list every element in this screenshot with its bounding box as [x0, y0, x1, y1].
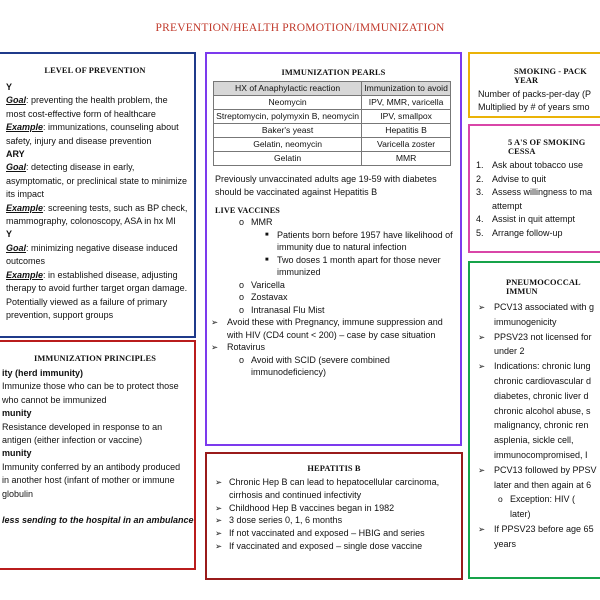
list-item: ➢ If not vaccinated and exposed – HBIG and series: [215, 528, 425, 539]
level-line: therapy to avoid further target organ damage.: [6, 283, 188, 294]
list-item: 5. Arrange follow-up: [476, 227, 563, 238]
table-cell: Hepatitis B: [362, 124, 451, 138]
table-cell: IPV, smallpox: [362, 110, 451, 124]
smoking-pack-year-box: [468, 52, 600, 118]
table-row: [214, 96, 451, 110]
arrow-bullet-icon: ➢: [215, 502, 223, 513]
arrow-bullet-icon: ➢: [478, 361, 486, 372]
principles-line: in another host (infant of mother or immune: [2, 475, 175, 486]
list-item: chronic cardiovascular d: [494, 375, 592, 386]
table-row: [214, 152, 451, 166]
table-cell: IPV, MMR, varicella: [362, 96, 451, 110]
table-cell: Streptomycin, polymyxin B, neomycin: [214, 110, 362, 124]
table-cell: Varicella zoster: [362, 138, 451, 152]
list-item: ■ Patients born before 1957 have likelihood of immunity due to natural infection: [265, 229, 453, 252]
arrow-bullet-icon: ➢: [215, 515, 223, 526]
list-item: ➢ PPSV23 not licensed for: [470, 330, 600, 345]
list-item: ➢ If vaccinated and exposed – single dose vaccine: [215, 540, 423, 551]
principles-line: munity: [2, 448, 32, 459]
list-item: o Varicella: [239, 279, 285, 290]
level-line: safety, injury and disease prevention: [6, 135, 152, 146]
five-as-box: [468, 124, 600, 253]
list-item: o Avoid with SCID (severe combined immunodeficiency): [239, 354, 390, 377]
table-header: Immunization to avoid: [362, 82, 451, 96]
principles-line: Immunity conferred by an antibody produced: [2, 461, 181, 472]
five-as-heading: 5 A'S OF SMOKING CESSA: [508, 138, 586, 156]
list-item: 1. Ask about tobacco use: [476, 160, 584, 170]
principles-line: Resistance developed in response to an: [2, 421, 163, 432]
principles-line: who cannot be immunized: [2, 394, 107, 405]
list-item: ➢ Chronic Hep B can lead to hepatocellular carcinoma, cirrhosis and continued infectivity: [215, 477, 440, 500]
level-line: Potentially viewed as a failure of primary: [6, 296, 168, 307]
immunization-pearls-box: [205, 52, 462, 446]
list-item: ➢ PCV13 followed by PPSV: [470, 463, 600, 478]
list-item: immunocompromised, I: [494, 449, 588, 460]
table-cell: Gelatin: [214, 152, 362, 166]
level-line: Goal: preventing the health problem, the: [6, 95, 168, 106]
level-of-prevention-box: [0, 52, 196, 338]
principles-heading: IMMUNIZATION PRINCIPLES: [34, 354, 156, 363]
list-item: 2. Advise to quit: [476, 173, 547, 184]
level-line: mammography, colonoscopy, ASA in hx MI: [6, 216, 176, 227]
hepatitis-b-box: [205, 452, 463, 580]
principles-lines: [0, 367, 194, 528]
hepb-heading: HEPATITIS B: [307, 464, 361, 473]
list-item: o Intranasal Flu Mist: [239, 304, 325, 315]
list-item: ➢ Avoid these with Pregnancy, immune suppression and with HIV (CD4 count < 200) – case by case situation: [211, 317, 443, 340]
list-item: ➢ Indications: chronic lung: [470, 359, 600, 374]
principles-line: [2, 501, 194, 514]
principles-line: munity: [2, 408, 32, 419]
level-line: Example: immunizations, counseling about: [6, 122, 179, 133]
smoking-line: Multiplied by # of years smo: [478, 102, 590, 113]
table-cell: Gelatin, neomycin: [214, 138, 362, 152]
level-line: outcomes: [6, 256, 46, 267]
live-vaccines-heading: LIVE VACCINES: [215, 206, 280, 215]
principles-line: Immunize those who can be to protect those: [2, 381, 179, 392]
list-item: ■ Two doses 1 month apart for those never immunized: [265, 254, 441, 277]
page-title: PREVENTION/HEALTH PROMOTION/IMMUNIZATION: [155, 22, 445, 34]
hepb-diabetes-note: Previously unvaccinated adults age 19-59 with diabetes should be vaccinated against Hepatitis B: [215, 174, 437, 197]
list-item: years: [494, 538, 517, 549]
arrow-bullet-icon: ➢: [478, 331, 486, 342]
pearls-heading: IMMUNIZATION PEARLS: [281, 68, 386, 77]
level-lines: [0, 81, 194, 322]
list-item: ➢ Rotavirus: [211, 342, 266, 352]
list-item: o MMR: [239, 217, 273, 227]
table-row: [214, 138, 451, 152]
pneumo-heading: PNEUMOCOCCAL IMMUN: [506, 278, 581, 296]
level-line: Goal: minimizing negative disease induced: [6, 242, 178, 253]
immunization-principles-box: [0, 340, 196, 570]
principles-line: globulin: [2, 488, 34, 499]
list-item: 4. Assist in quit attempt: [476, 214, 576, 225]
smoking-line: Number of packs-per-day (P: [478, 89, 592, 99]
table-cell: Baker's yeast: [214, 124, 362, 138]
table-header: HX of Anaphylactic reaction: [214, 82, 362, 96]
level-line: Y: [6, 229, 13, 240]
list-item: later and then again at 6: [494, 479, 592, 490]
level-heading: LEVEL OF PREVENTION: [44, 66, 146, 75]
circle-bullet-icon: o: [498, 494, 503, 505]
arrow-bullet-icon: ➢: [215, 540, 223, 551]
list-item: ➢ Childhood Hep B vaccines began in 1982: [215, 502, 395, 513]
table-row: [214, 110, 451, 124]
smoking-heading: SMOKING - PACK YEAR: [514, 67, 587, 85]
principles-line: antigen (either infection or vaccine): [2, 435, 143, 446]
list-item: asplenia, sickle cell,: [494, 435, 574, 446]
principles-line: less sending to the hospital in an ambulance: [2, 515, 194, 526]
level-line: prevention, support groups: [6, 309, 114, 320]
list-item: under 2: [494, 346, 525, 357]
list-item: 3. Assess willingness to ma: [476, 187, 593, 198]
level-line: Example: in established disease, adjusting: [6, 269, 178, 280]
table-row: [214, 124, 451, 138]
arrow-bullet-icon: ➢: [215, 528, 223, 539]
list-item: attempt: [492, 200, 523, 211]
arrow-bullet-icon: ➢: [478, 302, 486, 312]
list-item: ➢ PCV13 associated with g: [470, 300, 600, 315]
list-item: ➢ If PPSV23 before age 65: [470, 522, 600, 537]
list-item: malignancy, chronic ren: [494, 420, 589, 431]
list-item: diabetes, chronic liver d: [494, 390, 589, 401]
level-line: ARY: [6, 149, 25, 160]
level-line: Goal: detecting disease in early,: [6, 162, 135, 173]
list-item: o Exception: HIV (: [470, 492, 600, 507]
pneumococcal-box: [468, 261, 600, 579]
list-item: immunogenicity: [494, 316, 557, 327]
arrow-bullet-icon: ➢: [215, 477, 223, 487]
arrow-bullet-icon: ➢: [211, 317, 219, 327]
list-item: later): [510, 509, 531, 520]
level-line: asymptomatic, or preclinical state to minimize: [6, 175, 188, 186]
level-line: its impact: [6, 189, 45, 200]
table-cell: Neomycin: [214, 96, 362, 110]
level-line: Example: screening tests, such as BP check,: [6, 202, 188, 213]
arrow-bullet-icon: ➢: [478, 523, 486, 534]
list-item: o Zostavax: [239, 292, 288, 302]
list-item: chronic alcohol abuse, s: [494, 405, 591, 416]
anaphylaxis-table: [213, 81, 451, 166]
principles-line: ity (herd immunity): [2, 368, 84, 378]
table-cell: MMR: [362, 152, 451, 166]
level-line: most cost-effective form of healthcare: [6, 108, 156, 119]
level-line: Y: [6, 82, 13, 92]
arrow-bullet-icon: ➢: [211, 342, 219, 352]
arrow-bullet-icon: ➢: [478, 464, 486, 475]
list-item: ➢ 3 dose series 0, 1, 6 months: [215, 515, 343, 526]
